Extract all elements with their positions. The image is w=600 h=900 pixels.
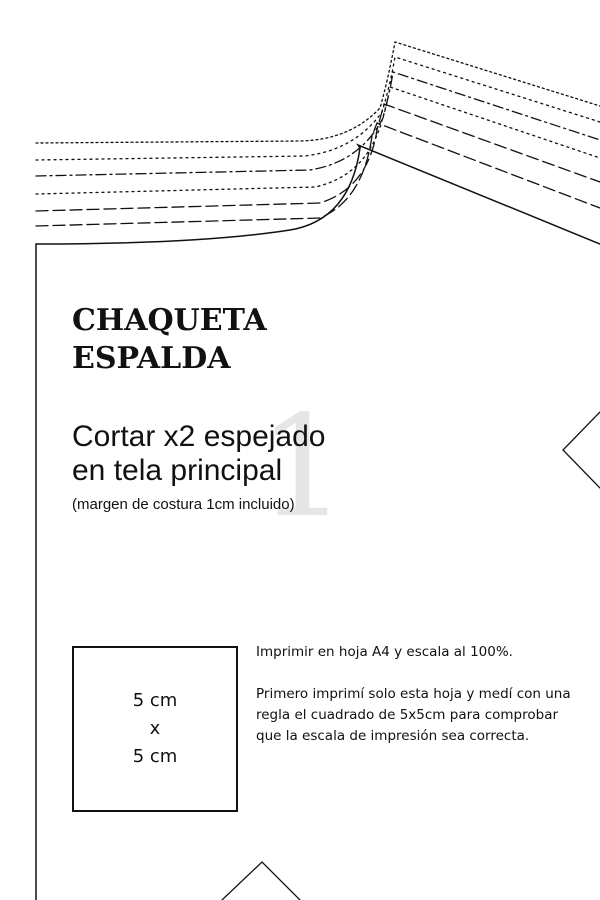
seam-line-5 — [36, 104, 600, 211]
side-notch — [563, 412, 600, 488]
cutting-instruction — [72, 420, 325, 488]
hem-notch — [222, 862, 300, 900]
pattern-title — [72, 302, 267, 378]
title-line-2: ESPALDA — [72, 341, 231, 376]
print-instructions — [256, 642, 586, 768]
seam-line-3 — [36, 72, 600, 176]
instruction-line-2: en tela principal — [72, 454, 283, 487]
seam-line-4 — [36, 87, 600, 194]
print-note-paragraph-2: Primero imprimí solo esta hoja y medí con una regla el cuadrado de 5x5cm para comprobar que la escala de impresión sea correcta. — [256, 686, 571, 744]
square-size-line-1: 5 cm — [132, 690, 178, 711]
square-size-times: x — [149, 718, 161, 739]
seam-allowance-note: (margen de costura 1cm incluido) — [72, 496, 295, 513]
instruction-line-1: Cortar x2 espejado — [72, 420, 326, 453]
piece-number: 1 — [258, 386, 348, 549]
seam-line-2 — [36, 57, 600, 160]
square-size-line-2: 5 cm — [132, 746, 178, 767]
scale-test-square — [72, 646, 238, 812]
seam-line-1 — [36, 42, 600, 143]
print-note-line-1: Imprimir en hoja A4 y escala al 100%. — [256, 644, 513, 660]
title-line-1: CHAQUETA — [72, 303, 267, 338]
